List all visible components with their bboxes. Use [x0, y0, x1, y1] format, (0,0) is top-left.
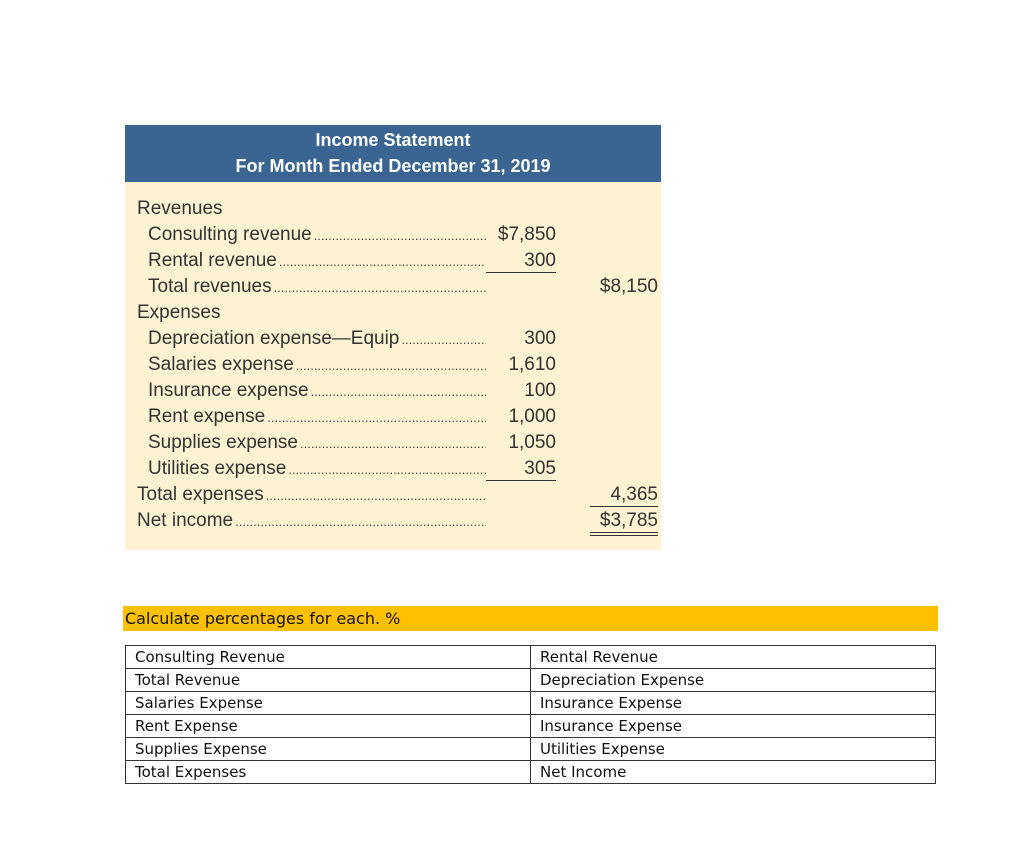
line-amount: 1,000	[508, 406, 556, 427]
statement-row	[125, 508, 661, 534]
expenses-heading: Expenses	[137, 302, 221, 323]
statement-row	[125, 430, 661, 456]
statement-subtitle: For Month Ended December 31, 2019	[235, 156, 551, 176]
statement-header	[125, 125, 661, 182]
line-amount: 300	[486, 248, 556, 273]
line-label: Supplies expense	[148, 432, 298, 453]
table-row	[126, 669, 936, 692]
line-amount: 1,050	[508, 432, 556, 453]
revenues-heading-row	[125, 196, 661, 222]
expenses-heading-row	[125, 300, 661, 326]
table-cell[interactable]: Rent Expense	[126, 715, 531, 738]
statement-row	[125, 378, 661, 404]
statement-row	[125, 274, 661, 300]
income-statement	[125, 125, 661, 550]
table-row	[126, 646, 936, 669]
line-label: Rental revenue	[148, 250, 277, 271]
total-revenues-amount: $8,150	[599, 276, 658, 297]
table-cell[interactable]: Utilities Expense	[531, 738, 936, 761]
table-cell[interactable]: Consulting Revenue	[126, 646, 531, 669]
line-label: Insurance expense	[148, 380, 309, 401]
table-cell[interactable]: Insurance Expense	[531, 715, 936, 738]
statement-title: Income Statement	[315, 130, 471, 150]
table-cell[interactable]: Net Income	[531, 761, 936, 784]
line-label: Total revenues	[148, 276, 272, 297]
line-label: Rent expense	[148, 406, 266, 427]
table-cell[interactable]: Salaries Expense	[126, 692, 531, 715]
line-label: Depreciation expense—Equip	[148, 328, 400, 349]
net-income-amount: $3,785	[590, 508, 658, 536]
percentage-table	[125, 645, 936, 784]
table-cell[interactable]: Rental Revenue	[531, 646, 936, 669]
table-cell[interactable]: Depreciation Expense	[531, 669, 936, 692]
line-label: Consulting revenue	[148, 224, 312, 245]
instruction-banner: Calculate percentages for each. %	[123, 606, 938, 631]
table-row	[126, 761, 936, 784]
statement-row	[125, 456, 661, 482]
statement-row	[125, 404, 661, 430]
statement-row	[125, 248, 661, 274]
line-amount: 305	[486, 456, 556, 481]
table-cell[interactable]: Total Expenses	[126, 761, 531, 784]
line-label: Net income	[137, 510, 234, 531]
line-label: Total expenses	[137, 484, 264, 505]
line-label: Utilities expense	[148, 458, 287, 479]
table-cell[interactable]: Insurance Expense	[531, 692, 936, 715]
line-amount: 300	[524, 328, 556, 349]
total-expenses-amount: 4,365	[590, 482, 658, 507]
statement-row	[125, 352, 661, 378]
table-cell[interactable]: Supplies Expense	[126, 738, 531, 761]
table-row	[126, 738, 936, 761]
line-amount: $7,850	[497, 224, 556, 245]
line-amount: 1,610	[508, 354, 556, 375]
line-label: Salaries expense	[148, 354, 294, 375]
statement-row	[125, 326, 661, 352]
table-row	[126, 715, 936, 738]
statement-row	[125, 482, 661, 508]
statement-row	[125, 222, 661, 248]
table-cell[interactable]: Total Revenue	[126, 669, 531, 692]
revenues-heading: Revenues	[137, 198, 223, 219]
table-row	[126, 692, 936, 715]
line-amount: 100	[524, 380, 556, 401]
